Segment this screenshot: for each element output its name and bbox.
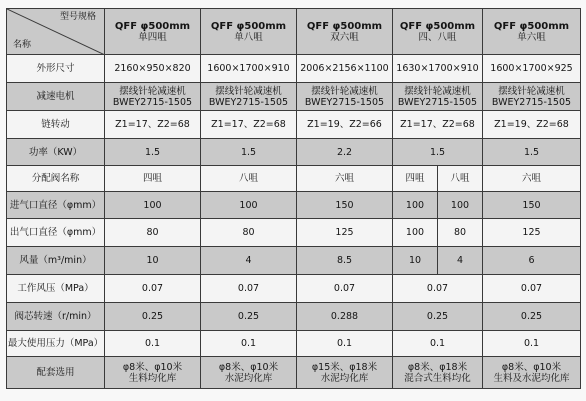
cell: 0.1 xyxy=(297,331,393,357)
row-max-pressure xyxy=(7,331,581,357)
model-variant: 单六咀 xyxy=(517,31,546,43)
row-airflow xyxy=(7,247,581,275)
cell: 0.1 xyxy=(201,331,297,357)
cell: 150 xyxy=(297,192,393,219)
cell-line: 混合式生料均化 xyxy=(404,372,471,384)
cell-line: BWEY2715-1505 xyxy=(491,96,572,108)
cell-line: 水泥均化库 xyxy=(224,372,273,384)
cell: 六咀 xyxy=(483,166,581,192)
cell: 2006×2156×1100 xyxy=(297,55,393,83)
row-label: 进气口直径（φmm） xyxy=(7,192,105,219)
header-row xyxy=(7,9,581,55)
cell-line: 摆线针轮减速机 xyxy=(404,85,471,97)
cell xyxy=(105,83,201,111)
cell: 0.25 xyxy=(483,303,581,331)
cell: 0.07 xyxy=(483,275,581,303)
cell: 1600×1700×910 xyxy=(201,55,297,83)
row-label: 最大使用压力（MPa） xyxy=(7,331,105,357)
cell: 0.07 xyxy=(297,275,393,303)
model-name: QFF φ500mm xyxy=(114,20,191,32)
row-label: 出气口直径（φmm） xyxy=(7,219,105,247)
row-usage xyxy=(7,357,581,389)
cell-line: 摆线针轮减速机 xyxy=(119,85,186,97)
model-variant: 单八咀 xyxy=(234,31,263,43)
cell: 1.5 xyxy=(105,139,201,166)
cell: 80 xyxy=(201,219,297,247)
cell-line: 生料均化库 xyxy=(128,372,177,384)
cell: 8.5 xyxy=(297,247,393,275)
cell: 10 xyxy=(105,247,201,275)
row-label: 功率（KW） xyxy=(7,139,105,166)
cell: 80 xyxy=(438,219,483,247)
cell: 100 xyxy=(393,219,438,247)
cell: 80 xyxy=(105,219,201,247)
cell xyxy=(297,83,393,111)
cell xyxy=(201,83,297,111)
cell: 100 xyxy=(438,192,483,219)
cell: 0.07 xyxy=(393,275,483,303)
cell: 1.5 xyxy=(483,139,581,166)
cell-line: φ8米、φ18米 xyxy=(407,361,468,373)
row-label: 分配阀名称 xyxy=(7,166,105,192)
cell-line: 摆线针轮减速机 xyxy=(311,85,378,97)
row-label: 风量（m³/min） xyxy=(7,247,105,275)
model-variant: 单四咀 xyxy=(138,31,167,43)
cell: 125 xyxy=(483,219,581,247)
corner-bottom-label: 名称 xyxy=(13,40,32,50)
model-variant: 四、八咀 xyxy=(418,31,457,43)
cell: 六咀 xyxy=(297,166,393,192)
cell: 2160×950×820 xyxy=(105,55,201,83)
row-valve xyxy=(7,166,581,192)
cell: 100 xyxy=(393,192,438,219)
cell-line: φ8米、φ10米 xyxy=(218,361,279,373)
row-label: 工作风压（MPa） xyxy=(7,275,105,303)
cell: 0.07 xyxy=(201,275,297,303)
cell: 0.288 xyxy=(297,303,393,331)
header-col-1 xyxy=(105,9,201,55)
cell: 0.25 xyxy=(393,303,483,331)
cell xyxy=(201,357,297,389)
header-col-2 xyxy=(201,9,297,55)
cell-line: φ15米、φ18米 xyxy=(311,361,378,373)
cell xyxy=(297,357,393,389)
cell: 八咀 xyxy=(438,166,483,192)
header-col-4 xyxy=(393,9,483,55)
cell: 6 xyxy=(483,247,581,275)
row-size xyxy=(7,55,581,83)
cell: 0.1 xyxy=(105,331,201,357)
cell-line: 摆线针轮减速机 xyxy=(215,85,282,97)
cell: 1630×1700×910 xyxy=(393,55,483,83)
cell: 0.07 xyxy=(105,275,201,303)
cell: 1.5 xyxy=(393,139,483,166)
cell: Z1=17、Z2=68 xyxy=(393,111,483,139)
cell xyxy=(393,83,483,111)
cell-line: BWEY2715-1505 xyxy=(208,96,289,108)
cell: 4 xyxy=(201,247,297,275)
cell: 10 xyxy=(393,247,438,275)
cell-line: 水泥均化库 xyxy=(320,372,369,384)
cell: 100 xyxy=(105,192,201,219)
row-inlet xyxy=(7,192,581,219)
cell: 0.25 xyxy=(105,303,201,331)
cell: 0.1 xyxy=(393,331,483,357)
cell-line: 摆线针轮减速机 xyxy=(498,85,565,97)
cell: 四咀 xyxy=(393,166,438,192)
cell: 1.5 xyxy=(201,139,297,166)
row-motor xyxy=(7,83,581,111)
cell: 八咀 xyxy=(201,166,297,192)
cell: Z1=17、Z2=68 xyxy=(201,111,297,139)
cell-line: BWEY2715-1505 xyxy=(304,96,385,108)
cell: 1600×1700×925 xyxy=(483,55,581,83)
row-pressure xyxy=(7,275,581,303)
cell: 0.25 xyxy=(201,303,297,331)
cell-line: φ8米、φ10米 xyxy=(501,361,562,373)
model-name: QFF φ500mm xyxy=(399,20,476,32)
row-label: 外形尺寸 xyxy=(7,55,105,83)
cell: 100 xyxy=(201,192,297,219)
corner-top-label: 型号规格 xyxy=(59,12,96,22)
model-name: QFF φ500mm xyxy=(493,20,570,32)
cell: Z1=19、Z2=68 xyxy=(483,111,581,139)
row-chain xyxy=(7,111,581,139)
cell: 150 xyxy=(483,192,581,219)
row-power xyxy=(7,139,581,166)
cell: 125 xyxy=(297,219,393,247)
row-label: 减速电机 xyxy=(7,83,105,111)
cell: Z1=19、Z2=66 xyxy=(297,111,393,139)
cell-line: 生料及水泥均化库 xyxy=(493,372,570,384)
row-label: 链转动 xyxy=(7,111,105,139)
cell: 0.1 xyxy=(483,331,581,357)
row-label: 阀芯转速（r/min） xyxy=(7,303,105,331)
header-col-3 xyxy=(297,9,393,55)
cell-line: BWEY2715-1505 xyxy=(397,96,478,108)
cell-line: BWEY2715-1505 xyxy=(112,96,193,108)
cell xyxy=(105,357,201,389)
cell-line: φ8米、φ10米 xyxy=(122,361,183,373)
row-label: 配套选用 xyxy=(7,357,105,389)
row-rotation xyxy=(7,303,581,331)
model-variant: 双六咀 xyxy=(330,31,359,43)
corner-cell xyxy=(7,9,105,55)
row-outlet xyxy=(7,219,581,247)
header-col-5 xyxy=(483,9,581,55)
model-name: QFF φ500mm xyxy=(210,20,287,32)
cell: Z1=17、Z2=68 xyxy=(105,111,201,139)
model-name: QFF φ500mm xyxy=(306,20,383,32)
cell xyxy=(483,357,581,389)
cell xyxy=(393,357,483,389)
cell: 2.2 xyxy=(297,139,393,166)
cell: 4 xyxy=(438,247,483,275)
cell: 四咀 xyxy=(105,166,201,192)
cell xyxy=(483,83,581,111)
spec-table xyxy=(6,8,581,389)
